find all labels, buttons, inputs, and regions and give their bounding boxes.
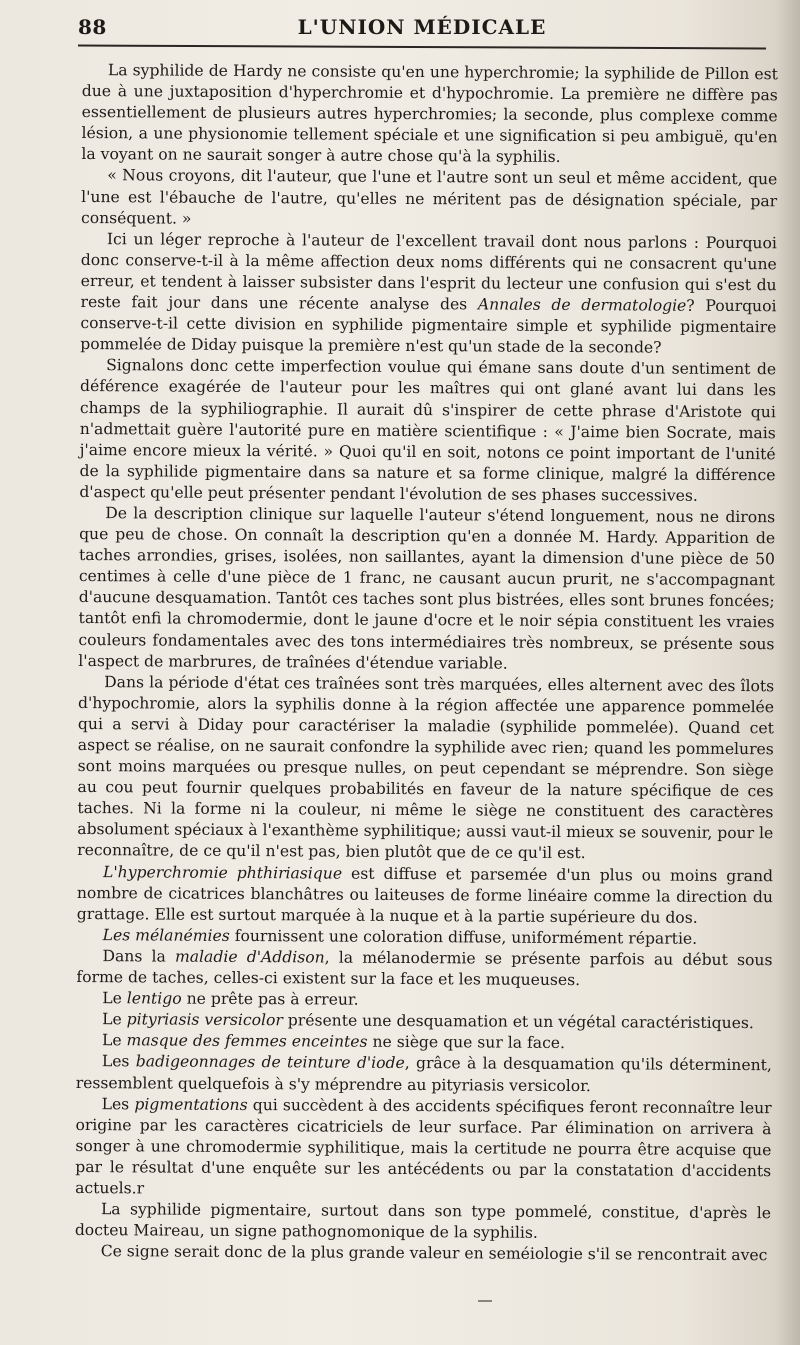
paragraph-text: Ce signe serait donc de la plus grande valeur en seméiologie s'il se rencontrait avec xyxy=(100,1242,768,1265)
italic-term: badigeonnages de teinture d'iode xyxy=(135,1052,405,1073)
paragraph-text: Signalons donc cette imperfection voulue qui émane sans doute d'un sentiment de déférence exagérée de l'auteur pour les maîtres qui ont glané avant lui dans les champs de la syphiliographie. Il aurait dû s'inspirer de cette phrase d'Aristote qui n'admettait guère l'autorité pure en matière scientifique : « J'aime bien Socrate, mais j'aime encore mieux la vérité. » Quoi qu'il en soit, notons ce point important de l'unité de la syphilide pigmentaire dans sa nature et sa forme clinique, malgré la différence d'aspect qu'elle peut présenter pendant l'évolution de ses phases successives. xyxy=(79,356,777,505)
paragraph-text: qui succèdent à des accidents spécifiques feront reconnaître leur origine par les caractères cicatriciels de leur surface. Par élimination on arrivera à songer à une chromodermie syphilitique, mais la certitude ne pourra être acquise que par le résultat d'une enquête sur les antécédents ou par la constatation d'accidents actuels.r xyxy=(75,1095,772,1198)
paragraph-text: est diffuse et parsemée d'un plus ou moins grand nombre de cicatrices blanchâtres ou laiteuses de forme linéaire comme la direction du grattage. Elle est surtout marquée à la nuque et à la partie supérieure du dos. xyxy=(76,864,774,927)
page-header xyxy=(78,12,766,42)
running-title: L'UNION MÉDICALE xyxy=(297,15,547,39)
paragraph xyxy=(81,165,777,233)
paragraph xyxy=(75,1241,771,1266)
page-number: 88 xyxy=(78,15,107,39)
paragraph-text: Dans la xyxy=(102,947,176,966)
paragraph-text: La syphilide de Hardy ne consiste qu'en une hyperchromie; la syphilide de Pillon est due à une juxtaposition d'hyperchromie et d'hypochromie. La première ne diffère pas essentiellement de plusieurs autres hyperchromies; la seconde, plus complexe comme lésion, a une physionomie tellement spéciale et une signification si peu ambiguë, qu'en la voyant on ne saurait songer à autre chose qu'à la syphilis. xyxy=(81,61,778,167)
article-body xyxy=(75,60,778,1267)
paragraph xyxy=(81,60,778,170)
paragraph-text: « Nous croyons, dit l'auteur, que l'une et l'autre sont un seul et même accident, que l'une est l'ébauche de l'autre, qu'elles ne méritent pas de désignation spéciale, par conséquent. » xyxy=(80,166,778,228)
paragraph-text: ne prête pas à erreur. xyxy=(181,989,359,1009)
page-ornament xyxy=(478,1300,492,1302)
paragraph xyxy=(77,672,774,866)
italic-term: Les mélanémies xyxy=(102,925,230,945)
paragraph xyxy=(75,1199,771,1245)
italic-term: Annales de dermatologie xyxy=(477,295,687,315)
paragraph-text: présente une desquamation et un végétal caractéristiques. xyxy=(282,1011,754,1033)
paragraph-text: De la description clinique sur laquelle l'auteur s'étend longuement, nous ne dirons que peu de chose. On connaît la description qu'en a donnée M. Hardy. Apparition de taches arrondies, grises, isolées, non saillantes, ayant la dimension d'une pièce de 50 centimes à celle d'une pièce de 1 franc, ne causant aucun prurit, ne s'accompagnant d'aucune desquamation. Tantôt ces taches sont plus bistrées, elles sont brunes foncées; tantôt enfi la chromodermie, dont le jaune d'ocre et le noir sépia constituent les vraies couleurs fondamentales avec des tons intermédiaires très nombreux, se présente sous l'aspect de marbrures, de traînées d'étendue variable. xyxy=(78,504,776,673)
paragraph-text: Les xyxy=(101,1094,135,1113)
italic-term: pigmentations xyxy=(134,1094,248,1114)
paragraph xyxy=(75,1094,772,1204)
paragraph xyxy=(76,1051,772,1097)
paragraph xyxy=(76,946,772,992)
italic-term: masque des femmes enceintes xyxy=(126,1031,368,1052)
paragraph xyxy=(77,862,773,930)
paragraph-text: fournissent une coloration diffuse, uniformément répartie. xyxy=(229,926,698,948)
paragraph-text: Dans la période d'état ces traînées sont très marquées, elles alternent avec des îlots d'hypochromie, alors la syphilis donne à la région affectée une apparence pommelée qui a servi à Diday pour caractériser la maladie (syphilide pommelée). Quand cet aspect se réalise, on ne saurait confondre la syphilide avec rien; quand les pommelures sont moins marquées ou presque nulles, on peut cependant se méprendre. Son siège au cou peut fournir quelques probabilités en faveur de la nature spécifique de ces taches. Ni la forme ni la couleur, ni même le siège ne constituent des caractères absolument spéciaux à l'exanthème syphilitique; aussi vaut-il mieux se souvenir, pour le reconnaître, de ce qu'il n'est pas, bien plutôt que de ce qu'il est. xyxy=(77,672,775,863)
paragraph-text: Le xyxy=(102,1010,127,1029)
paragraph-text: Les xyxy=(101,1052,136,1071)
header-rule xyxy=(78,44,766,49)
paragraph-text: Le xyxy=(102,989,127,1008)
paragraph-text: , grâce à la desquamation qu'ils déterminent, ressemblent quelquefois à s'y méprendre au pityriasis versicolor. xyxy=(75,1054,772,1095)
italic-term: L'hyperchromie phthiriasique xyxy=(102,862,343,883)
paragraph-text: La syphilide pigmentaire, surtout dans son type pommelé, constitue, d'après le docteu Maireau, un signe pathognomonique de la syphilis. xyxy=(74,1200,772,1242)
paragraph xyxy=(80,229,777,360)
paragraph xyxy=(78,503,775,676)
paragraph-text: Le xyxy=(101,1031,127,1050)
paragraph-text: Ici un léger reproche à l'auteur de l'excellent travail dont nous parlons : Pourquoi donc conserve-t-il à la même affection deux noms différents qui ne consacrent qu'une erreur, et tendent à laisser subsister dans l'esprit du lecteur une confusion qui s'est du reste fait jour dans une récente analyse des xyxy=(80,229,777,314)
paragraph-text: ne siège que sur la face. xyxy=(367,1033,566,1053)
paragraph-text: ? Pourquoi conserve-t-il cette division en syphilide pigmentaire simple et syphilide pigmentaire pommelée de Diday puisque la première n'est qu'un stade de la seconde? xyxy=(80,296,777,357)
italic-term: lentigo xyxy=(126,989,182,1008)
paragraph xyxy=(79,355,776,507)
paragraph-text: , la mélanodermie se présente parfois au début sous forme de taches, celles-ci existent sur la face et les muqueuses. xyxy=(76,948,773,990)
italic-term: maladie d'Addison xyxy=(174,947,325,967)
italic-term: pityriasis versicolor xyxy=(126,1010,283,1030)
